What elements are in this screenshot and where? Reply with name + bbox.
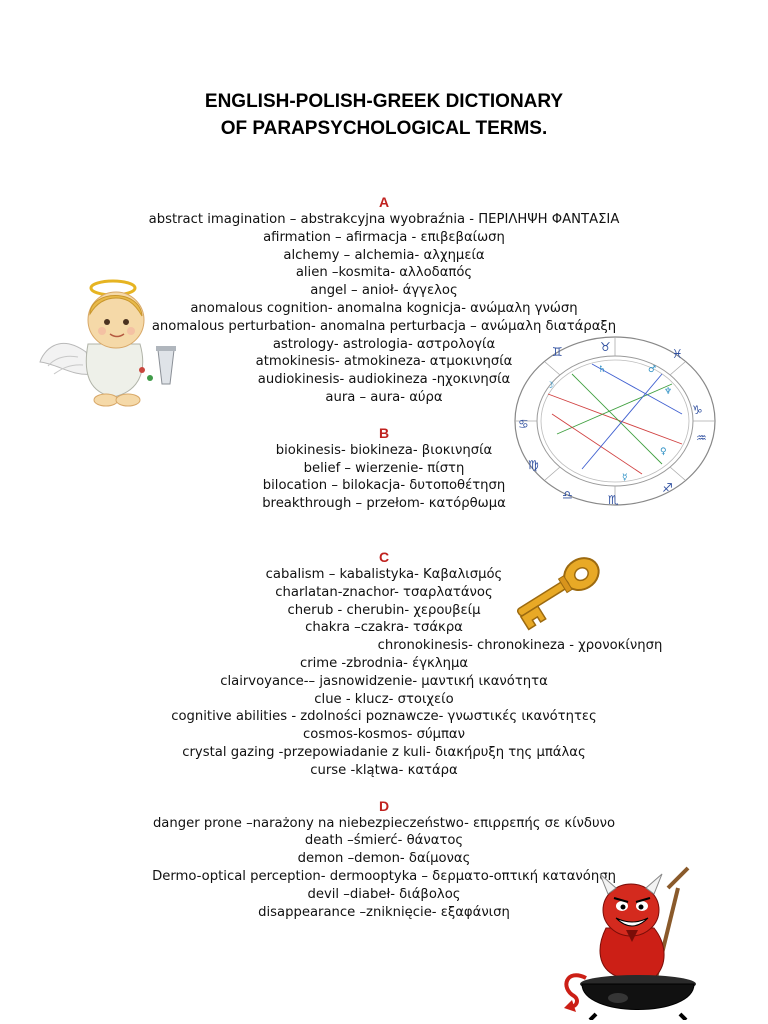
svg-text:♒: ♒	[696, 431, 707, 445]
dictionary-entry: alchemy – alchemia- αλχημεία	[283, 247, 485, 263]
svg-text:♏: ♏	[608, 493, 619, 507]
angel-illustration	[38, 262, 188, 412]
dictionary-entry: disappearance –zniknięcie- εξαφάνιση	[258, 904, 510, 920]
svg-text:♎: ♎	[562, 488, 573, 502]
title-line-2: OF PARAPSYCHOLOGICAL TERMS.	[220, 118, 548, 139]
dictionary-entry: belief – wierzenie- πίστη	[303, 460, 465, 476]
dictionary-entry: danger prone –narażony na niebezpieczeństwo- επιρρεπής σε κίνδυνο	[152, 815, 616, 831]
svg-text:♐: ♐	[662, 481, 673, 495]
dictionary-entry: afirmation – afirmacja - επιβεβαίωση	[263, 229, 505, 245]
dictionary-entry: angel – anioł- άγγελος	[310, 283, 458, 299]
svg-text:♂: ♂	[648, 365, 657, 375]
dictionary-entry: clue - klucz- στοιχείο	[314, 691, 454, 707]
dictionary-entry: abstract imagination – abstrakcyjna wyobraźnia - ΠΕΡΙΛΗΨΗ ΦΑΝΤΑΣΙΑ	[148, 212, 620, 227]
document-title	[0, 88, 768, 142]
svg-text:♊: ♊	[552, 345, 563, 359]
dictionary-entry: crime -zbrodnia- έγκλημα	[299, 655, 469, 671]
dictionary-entry: devil –diabeł- διάβολος	[307, 886, 461, 902]
dictionary-entry: astrology- astrologia- αστρολογία	[272, 336, 496, 352]
svg-text:☽: ☽	[546, 381, 555, 391]
svg-text:♋: ♋	[518, 417, 529, 431]
zodiac-chart-illustration	[512, 334, 718, 508]
dictionary-entry: charlatan-znachor- τσαρλατάνος	[275, 584, 493, 600]
svg-text:♆: ♆	[664, 387, 673, 397]
dictionary-entry: Dermo-optical perception- dermooptyka – δερματο-οπτική κατανόηση	[152, 868, 616, 884]
dictionary-entry: cherub - cherubin- χερουβείμ	[287, 602, 481, 618]
dictionary-entry: cognitive abilities - zdolności poznawcze- γνωστικές ικανότητες	[171, 709, 597, 725]
dictionary-entry: death –śmierć- θάνατος	[304, 833, 464, 849]
dictionary-entry: demon –demon- δαίμονας	[297, 851, 471, 867]
section-letter-b: B	[378, 424, 390, 441]
dictionary-entry: cosmos-kosmos- σύμπαν	[303, 727, 465, 743]
svg-text:♓: ♓	[672, 347, 683, 361]
svg-text:♑: ♑	[692, 403, 703, 417]
golden-key-illustration	[500, 545, 612, 635]
dictionary-entry: chronokinesis- chronokineza - χρονοκίνηση	[377, 638, 663, 654]
dictionary-entry: anomalous cognition- anomalna kognicja- ανώμαλη γνώση	[190, 300, 578, 316]
dictionary-entry: bilocation – bilokacja- δυτοποθέτηση	[262, 478, 506, 494]
devil-cauldron-illustration	[556, 858, 716, 1020]
dictionary-entry: cabalism – kabalistyka- Καβαλισμός	[265, 566, 503, 582]
dictionary-entry: aura – aura- αύρα	[325, 389, 443, 405]
title-line-1: ENGLISH-POLISH-GREEK DICTIONARY	[204, 91, 564, 112]
svg-text:☿: ☿	[622, 473, 628, 483]
dictionary-entry: atmokinesis- atmokineza- ατμοκινησία	[255, 354, 513, 370]
dictionary-entry: audiokinesis- audiokineza -ηχοκινησία	[257, 372, 511, 388]
dictionary-entry: curse -klątwa- κατάρα	[310, 762, 458, 778]
dictionary-entry: breakthrough – przełom- κατόρθωμα	[262, 496, 506, 512]
dictionary-entry: alien –kosmita- αλλοδαπός	[295, 265, 473, 281]
dictionary-entry: clairvoyance-– jasnowidzenie- μαντική ικανότητα	[220, 673, 548, 689]
svg-text:♉: ♉	[600, 340, 611, 354]
svg-text:♀: ♀	[660, 447, 667, 457]
dictionary-entry: crystal gazing -przepowiadanie z kuli- διακήρυξη της μπάλας	[182, 744, 586, 760]
section-letter-c: C	[378, 548, 390, 565]
dictionary-entry: chakra –czakra- τσάκρα	[305, 620, 463, 636]
section-letter-a: A	[378, 194, 390, 210]
dictionary-entry: anomalous perturbation- anomalna perturbacja – ανώμαλη διατάραξη	[151, 318, 617, 334]
svg-text:♄: ♄	[598, 365, 607, 375]
dictionary-entry: biokinesis- biokineza- βιοκινησία	[275, 442, 493, 458]
svg-text:♍: ♍	[528, 458, 539, 472]
section-letter-d: D	[378, 797, 390, 814]
